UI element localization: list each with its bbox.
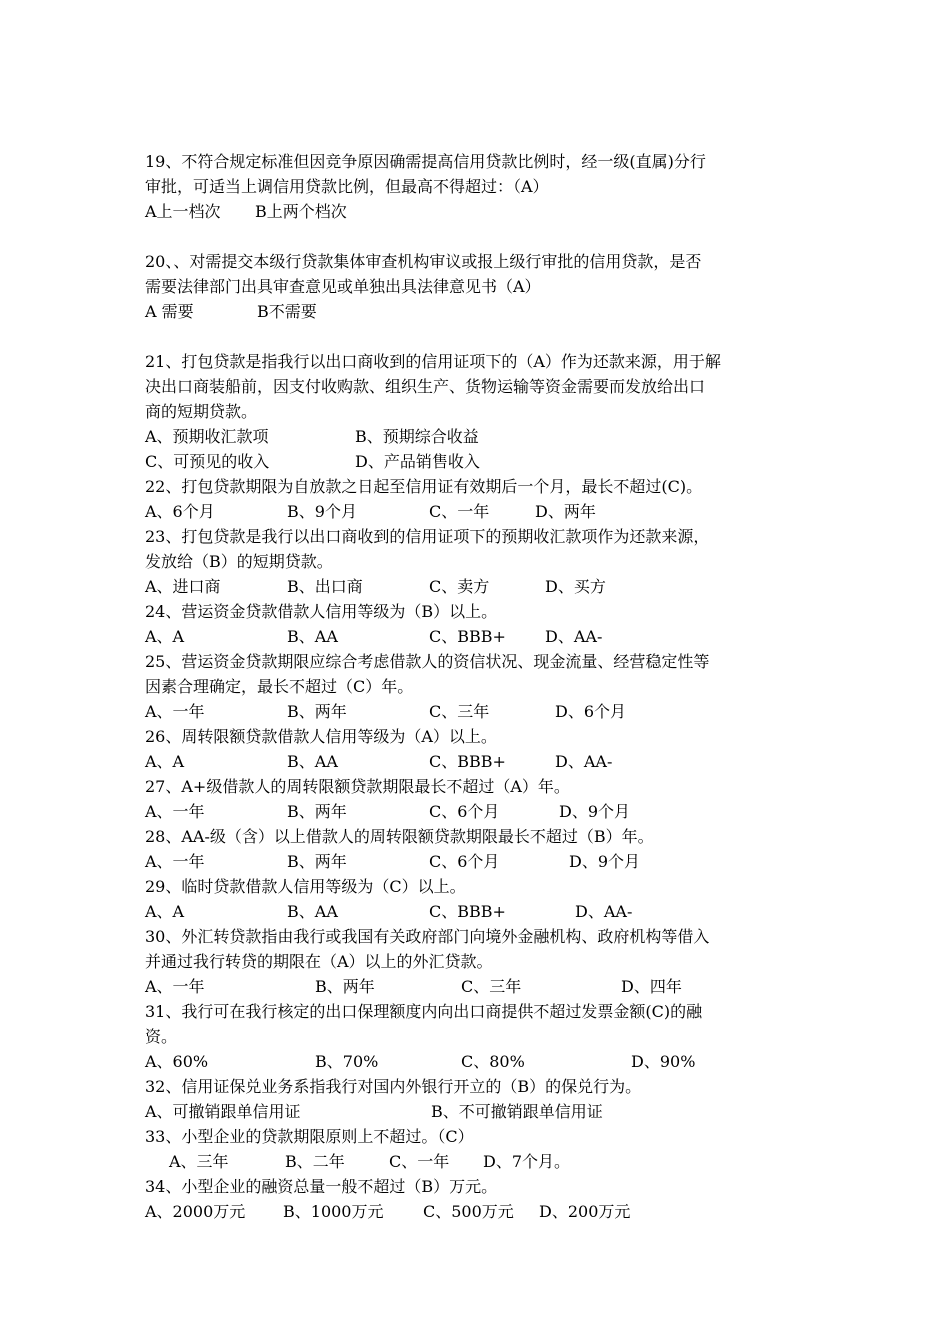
question-text-line: 发放给（B）的短期贷款。 [145,552,333,571]
question-block [145,599,810,649]
answer-option: B、两年 [287,702,347,721]
question-text-line: 27、A+级借款人的周转限额贷款期限最长不超过（A）年。 [145,777,570,796]
answer-option: A、A [145,752,185,771]
answer-option: D、AA- [575,902,633,921]
answer-option: C、一年 [429,502,490,521]
question-block [145,524,810,599]
answer-option: D、7个月。 [483,1152,571,1171]
question-block [145,324,810,449]
answer-option: C、三年 [461,977,522,996]
answer-options-row [145,449,810,474]
answer-option: B上两个档次 [255,202,347,221]
question-block [145,999,810,1074]
answer-option: D、AA- [555,752,613,771]
answer-option: C、500万元 [423,1202,514,1221]
answer-option: C、可预见的收入 [145,452,270,471]
question-text-line: 29、临时贷款借款人信用等级为（C）以上。 [145,877,466,896]
answer-option: A、一年 [145,802,205,821]
question-block [145,474,810,524]
answer-option: B、9个月 [287,502,357,521]
answer-option: C、卖方 [429,577,490,596]
answer-options-row [145,1149,810,1174]
answer-option: C、BBB+ [429,902,506,921]
question-text-line: 30、外汇转贷款指由我行或我国有关政府部门向境外金融机构、政府机构等借入 [145,927,710,946]
answer-option: D、6个月 [555,702,627,721]
answer-option: B、AA [287,902,338,921]
answer-option: B不需要 [257,302,317,321]
blank-line [145,224,810,249]
answer-option: C、6个月 [429,802,500,821]
answer-options-row [145,199,810,224]
answer-option: A、预期收汇款项 [145,427,269,446]
question-block [145,874,810,924]
answer-option: B、两年 [287,852,347,871]
question-text-line: 19、不符合规定标准但因竞争原因确需提高信用贷款比例时，经一级(直属)分行 [145,152,706,171]
answer-option: B、1000万元 [283,1202,384,1221]
answer-option: A、可撤销跟单信用证 [145,1102,301,1121]
answer-options-row [145,424,810,449]
answer-option: D、9个月 [559,802,631,821]
question-text-line: 决出口商装船前，因支付收购款、组织生产、货物运输等资金需要而发放给出口 [145,377,706,396]
question-text-line: 34、小型企业的融资总量一般不超过（B）万元。 [145,1177,498,1196]
question-text-line: 21、打包贷款是指我行以出口商收到的信用证项下的（A）作为还款来源，用于解 [145,352,721,371]
answer-option: A、一年 [145,977,205,996]
answer-option: C、BBB+ [429,627,506,646]
answer-options-row [145,749,810,774]
answer-options-row [145,299,810,324]
answer-option: C、6个月 [429,852,500,871]
question-block [145,1074,810,1124]
answer-option: D、9个月 [569,852,641,871]
question-text-line: 并通过我行转贷的期限在（A）以上的外汇贷款。 [145,952,493,971]
answer-option: D、两年 [535,502,596,521]
answer-option: A上一档次 [145,202,221,221]
answer-option: B、预期综合收益 [355,427,479,446]
question-block [145,449,810,474]
answer-option: A、一年 [145,852,205,871]
question-block [145,724,810,774]
answer-option: A、三年 [169,1152,229,1171]
question-text-line: 23、打包贷款是我行以出口商收到的信用证项下的预期收汇款项作为还款来源， [145,527,710,546]
answer-option: D、AA- [545,627,603,646]
answer-option: A 需要 [145,302,194,321]
answer-options-row [145,1049,810,1074]
answer-option: B、70% [315,1052,379,1071]
answer-option: D、200万元 [539,1202,631,1221]
answer-option: C、BBB+ [429,752,506,771]
answer-option: D、买方 [545,577,606,596]
question-list [145,149,810,1224]
question-text-line: 26、周转限额贷款借款人信用等级为（A）以上。 [145,727,497,746]
question-text-line: 24、营运资金贷款借款人信用等级为（B）以上。 [145,602,498,621]
question-text-line: 28、AA-级（含）以上借款人的周转限额贷款期限最长不超过（B）年。 [145,827,654,846]
answer-options-row [145,574,810,599]
answer-option: B、两年 [287,802,347,821]
answer-option: B、出口商 [287,577,363,596]
answer-options-row [145,899,810,924]
answer-option: C、三年 [429,702,490,721]
answer-option: C、80% [461,1052,525,1071]
answer-option: B、两年 [315,977,375,996]
answer-options-row [145,499,810,524]
answer-option: A、A [145,627,185,646]
answer-option: D、90% [631,1052,696,1071]
answer-option: B、二年 [285,1152,345,1171]
question-block [145,774,810,824]
answer-option: A、6个月 [145,502,215,521]
question-text-line: 20、、对需提交本级行贷款集体审查机构审议或报上级行审批的信用贷款，是否 [145,252,702,271]
answer-option: D、产品销售收入 [355,452,480,471]
blank-line [145,324,810,349]
answer-option: C、一年 [389,1152,450,1171]
answer-option: B、AA [287,752,338,771]
answer-options-row [145,799,810,824]
question-block [145,824,810,874]
answer-option: A、60% [145,1052,209,1071]
question-block [145,924,810,999]
answer-options-row [145,1099,810,1124]
question-block [145,1124,810,1174]
question-text-line: 31、我行可在我行核定的出口保理额度内向出口商提供不超过发票金额(C)的融 [145,1002,703,1021]
answer-option: A、2000万元 [145,1202,246,1221]
question-text-line: 因素合理确定，最长不超过（C）年。 [145,677,414,696]
answer-option: B、不可撤销跟单信用证 [431,1102,603,1121]
answer-option: B、AA [287,627,338,646]
answer-options-row [145,849,810,874]
question-block [145,1174,810,1224]
answer-options-row [145,699,810,724]
question-block [145,649,810,724]
question-text-line: 商的短期贷款。 [145,402,258,421]
answer-option: A、进口商 [145,577,221,596]
answer-options-row [145,974,810,999]
question-block [145,224,810,324]
answer-option: D、四年 [621,977,682,996]
answer-option: A、A [145,902,185,921]
answer-options-row [145,1199,810,1224]
answer-option: A、一年 [145,702,205,721]
answer-options-row [145,624,810,649]
question-block [145,149,810,224]
question-text-line: 需要法律部门出具审查意见或单独出具法律意见书（A） [145,277,541,296]
question-text-line: 审批，可适当上调信用贷款比例，但最高不得超过：（A） [145,177,549,196]
question-text-line: 资。 [145,1027,178,1046]
question-text-line: 32、信用证保兑业务系指我行对国内外银行开立的（B）的保兑行为。 [145,1077,642,1096]
question-text-line: 25、营运资金贷款期限应综合考虑借款人的资信状况、现金流量、经营稳定性等 [145,652,710,671]
question-text-line: 22、打包贷款期限为自放款之日起至信用证有效期后一个月，最长不超过(C)。 [145,477,703,496]
question-text-line: 33、小型企业的贷款期限原则上不超过。（C） [145,1127,474,1146]
